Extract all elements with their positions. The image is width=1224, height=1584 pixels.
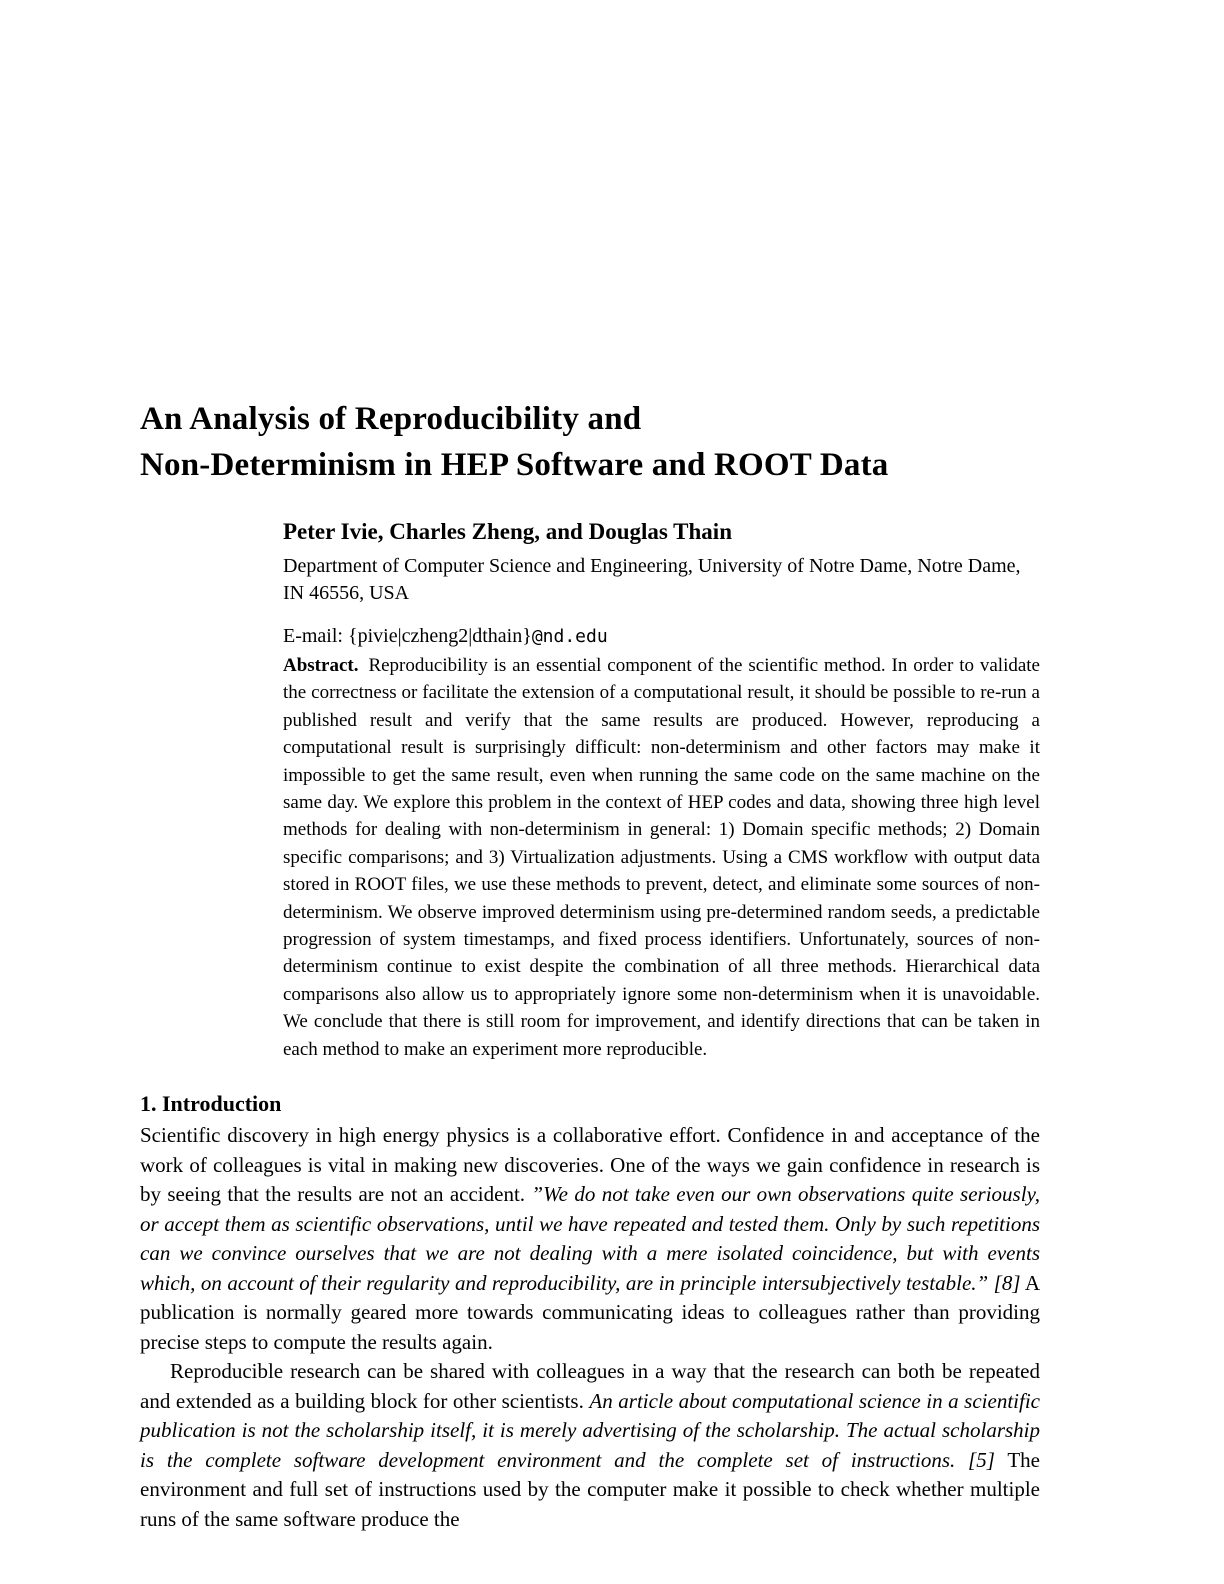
paper-title (140, 396, 1080, 488)
author-block (283, 518, 1043, 650)
introduction-section (140, 1090, 1040, 1534)
email-label: E-mail: (283, 625, 348, 647)
email-names: {pivie|czheng2|dthain} (347, 625, 532, 647)
abstract (283, 652, 1040, 1063)
paper-title-line1: An Analysis of Reproducibility and (140, 401, 642, 437)
authors: Peter Ivie, Charles Zheng, and Douglas Thain (283, 519, 732, 544)
intro-paragraph-1 (140, 1121, 1040, 1357)
para1-text-after: A publication is normally geared more towards communicating ideas to colleagues rather than providing precise steps to compute the results again. (140, 1270, 1040, 1354)
affiliation: Department of Computer Science and Engineering, University of Notre Dame, Notre Dame, IN 46556, USA (283, 555, 1021, 604)
para1-text: Scientific discovery in high energy physics is a collaborative effort. Confidence in and acceptance of the work of colleagues is vital in making new discoveries. One of the ways we gain confidence in research is by seeing that the results are not an accident. (140, 1123, 1040, 1206)
email-domain: @nd.edu (531, 626, 608, 647)
paper-title-line2: Non-Determinism in HEP Software and ROOT Data (140, 447, 889, 483)
para2-text-after: The environment and full set of instructions used by the computer make it possible to check whether multiple runs of the same software produce the (140, 1447, 1040, 1531)
para2-quote: An article about computational science in a scientific publication is not the scholarship itself, it is merely advertising of the scholarship. The actual scholarship is the complete software development environment and the complete set of instructions. [5] (140, 1388, 1040, 1472)
email-line (283, 623, 1043, 650)
section-heading: 1. Introduction (140, 1091, 282, 1116)
para2-text: Reproducible research can be shared with colleagues in a way that the research can both be repeated and extended as a building block for other scientists. (140, 1359, 1040, 1413)
abstract-text: Reproducibility is an essential component of the scientific method. In order to validate the correctness or facilitate the extension of a computational result, it should be possible to re-run a published result and verify that the same results are produced. However, reproducing a computational result is surprisingly difficult: non-determinism and other factors may make it impossible to get the same result, even when running the same code on the same machine on the same day. We explore this problem in the context of HEP codes and data, showing three high level methods for dealing with non-determinism in general: 1) Domain specific methods; 2) Domain specific comparisons; and 3) Virtualization adjustments. Using a CMS workflow with output data stored in ROOT files, we use these methods to prevent, detect, and eliminate some sources of non-determinism. We observe improved determinism using pre-determined random seeds, a predictable progression of system timestamps, and fixed process identifiers. Unfortunately, sources of non-determinism continue to exist despite the combination of all three methods. Hierarchical data comparisons also allow us to appropriately ignore some non-determinism when it is unavoidable. We conclude that there is still room for improvement, and identify directions that can be taken in each method to make an experiment more reproducible. (283, 655, 1040, 1060)
para1-quote: ”We do not take even our own observations quite seriously, or accept them as scientific observations, until we have repeated and tested them. Only by such repetitions can we convince ourselves that we are not dealing with a mere isolated coincidence, but with events which, on account of their regularity and reproducibility, are in principle intersubjectively testable.” [8] (140, 1182, 1040, 1295)
intro-paragraph-2 (140, 1357, 1040, 1534)
abstract-label: Abstract. (283, 655, 359, 676)
